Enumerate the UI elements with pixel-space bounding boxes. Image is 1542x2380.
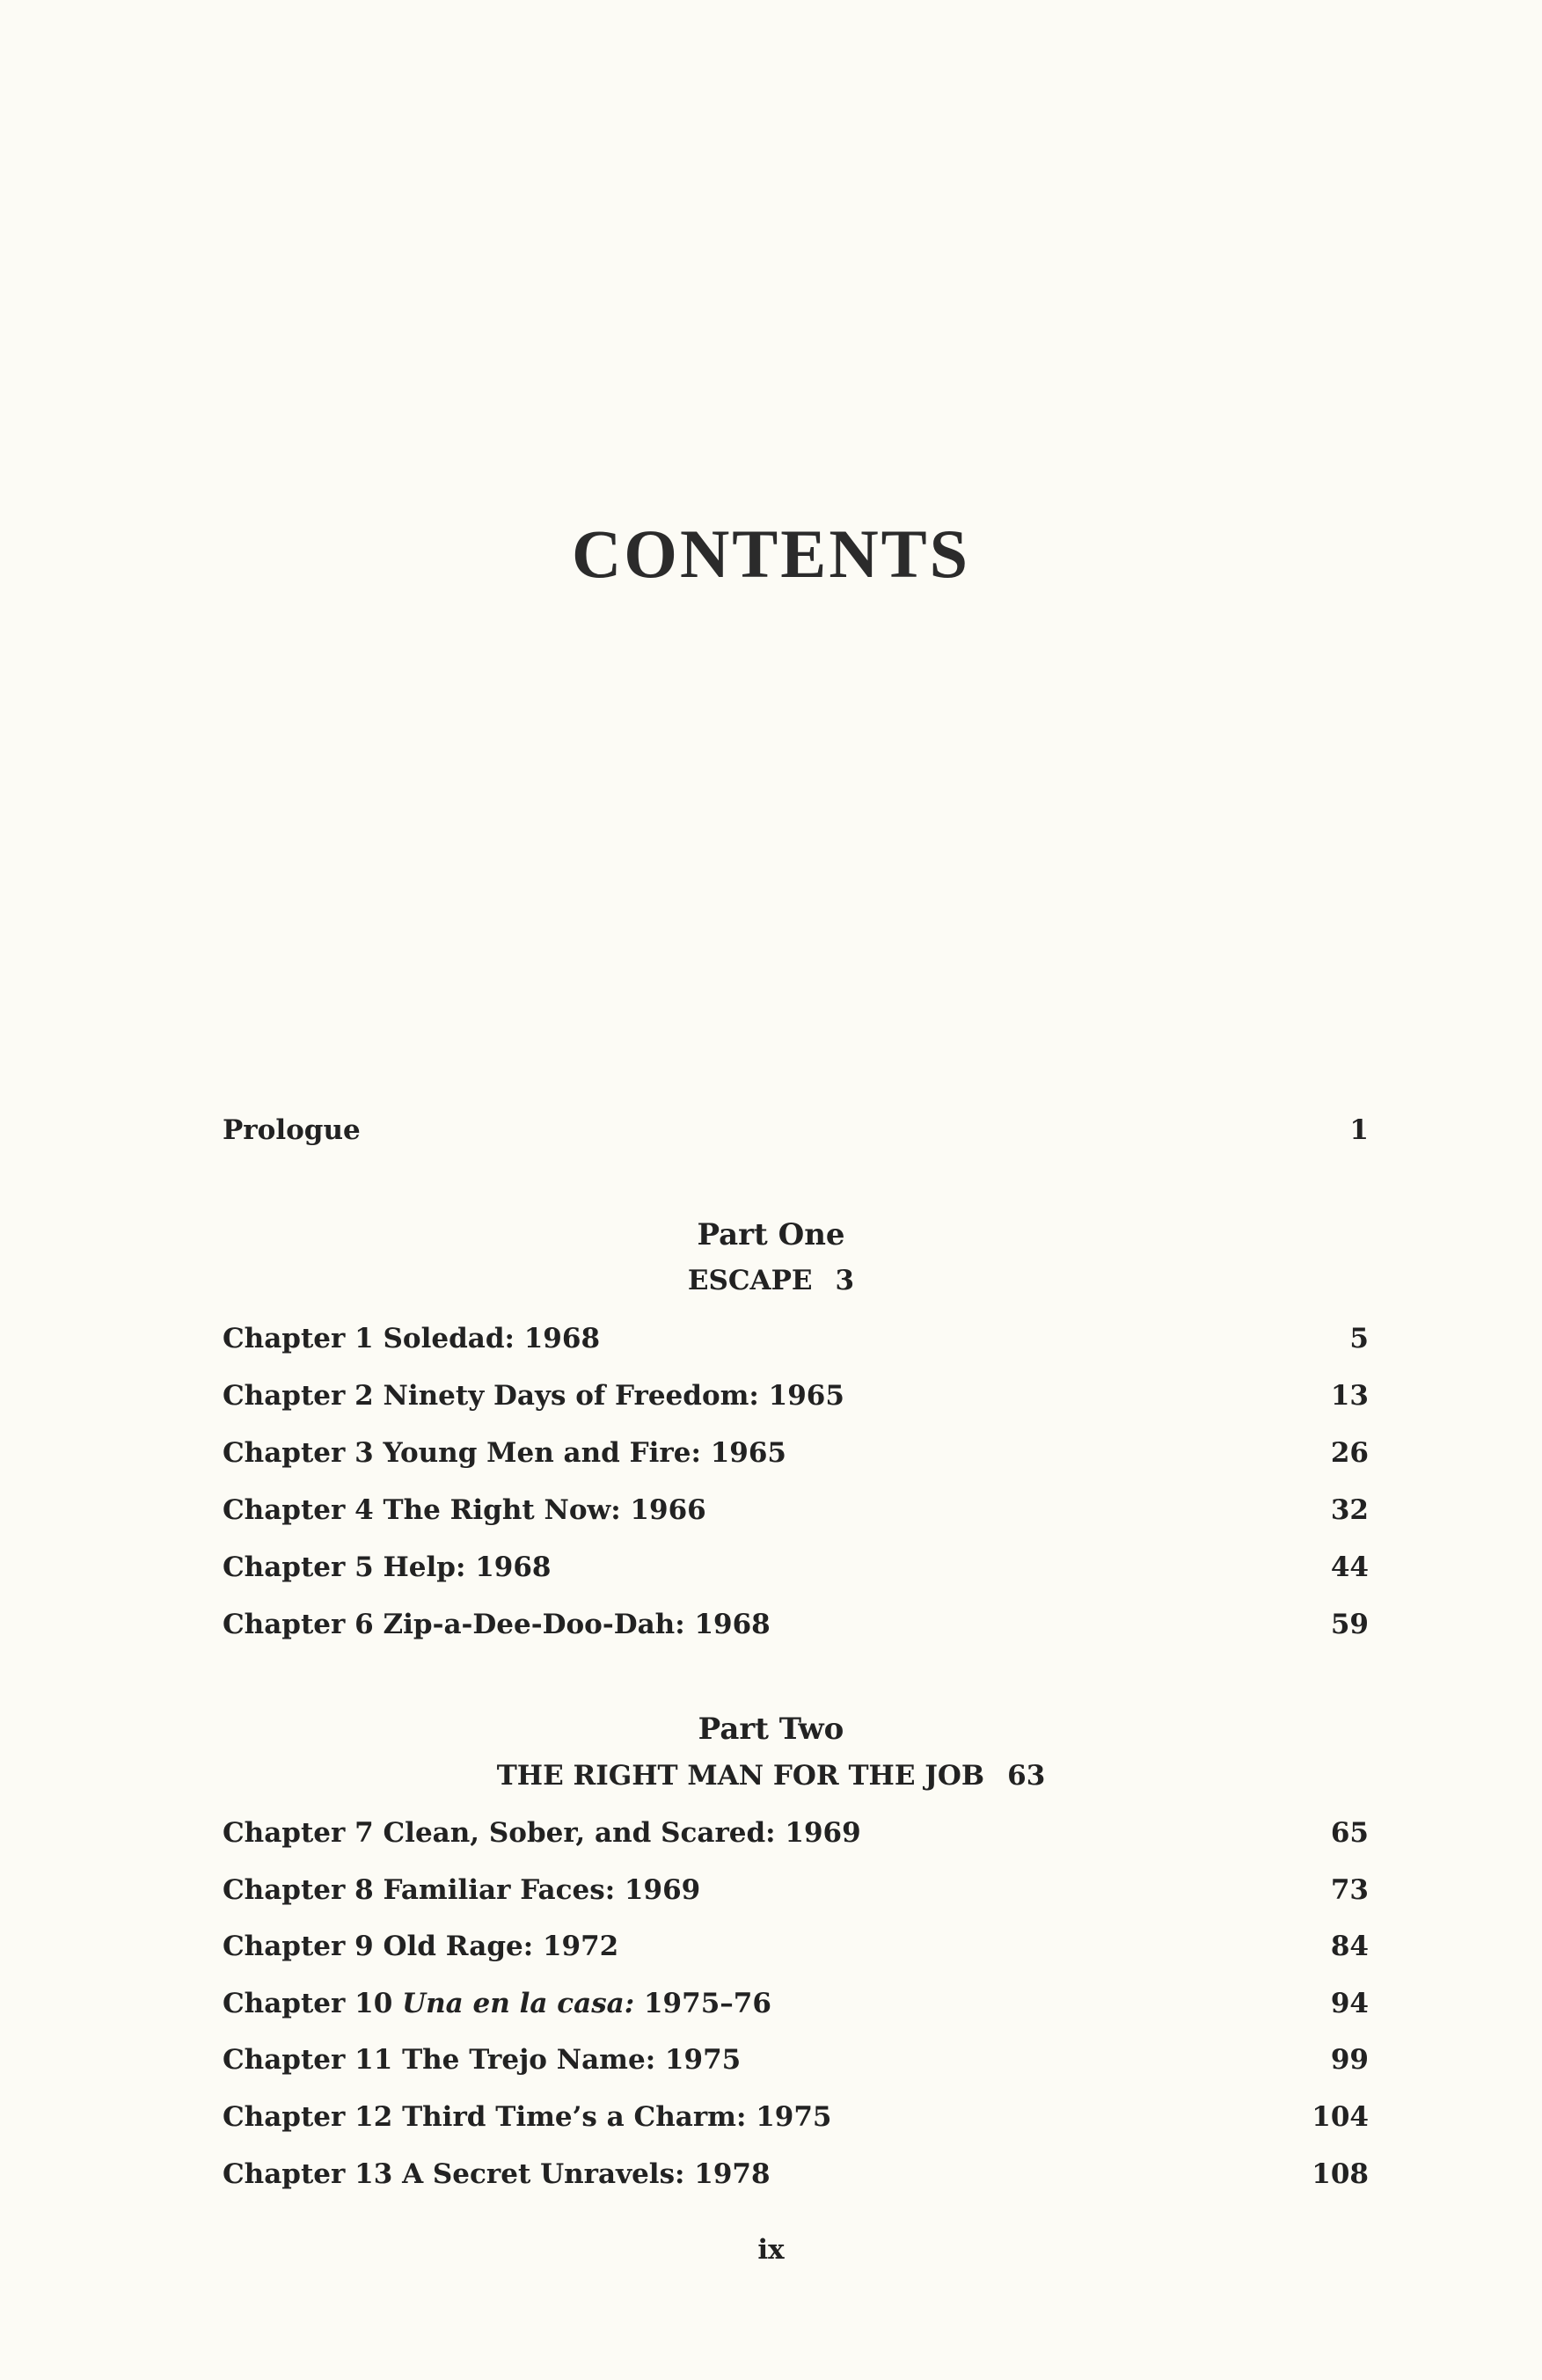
toc-entry[interactable]	[223, 1321, 1369, 1356]
entry-page: 26	[1330, 1437, 1369, 1469]
entry-label: Chapter 12 Third Time’s a Charm: 1975	[223, 2101, 832, 2133]
entry-page: 32	[1330, 1494, 1369, 1526]
toc-entry[interactable]	[223, 1435, 1369, 1471]
entry-label-suffix: 1975–76	[634, 1988, 771, 2019]
toc-entry[interactable]	[223, 1815, 1369, 1851]
part-subtitle-text: THE RIGHT MAN FOR THE JOB	[496, 1760, 985, 1792]
entry-page: 99	[1330, 2044, 1369, 2076]
entry-label: Chapter 2 Ninety Days of Freedom: 1965	[223, 1380, 844, 1412]
page-number: ix	[757, 2234, 785, 2266]
part-two-subtitle[interactable]	[0, 1756, 1542, 1795]
entry-label: Chapter 7 Clean, Sober, and Scared: 1969	[223, 1817, 861, 1849]
entry-label: Chapter 8 Familiar Faces: 1969	[223, 1874, 701, 1906]
toc-entry[interactable]	[223, 2099, 1369, 2135]
entry-label: Chapter 9 Old Rage: 1972	[223, 1931, 619, 1962]
entry-label: Chapter 4 The Right Now: 1966	[223, 1494, 706, 1526]
entry-label-italic: Una en la casa:	[402, 1988, 635, 2019]
entry-page: 94	[1330, 1988, 1369, 2019]
part-subtitle-text: ESCAPE	[687, 1265, 813, 1296]
toc-entry[interactable]	[223, 1550, 1369, 1585]
entry-page: 65	[1330, 1817, 1369, 1849]
entry-page: 13	[1330, 1380, 1369, 1412]
toc-entry[interactable]	[223, 1607, 1369, 1642]
toc-entry[interactable]	[223, 2042, 1369, 2077]
toc-entry[interactable]	[223, 1493, 1369, 1528]
entry-label: Prologue	[223, 1114, 361, 1146]
part-two-heading: Part Two	[698, 1712, 844, 1747]
part-page: 3	[835, 1265, 855, 1296]
entry-page: 108	[1312, 2158, 1369, 2190]
entry-page: 84	[1330, 1931, 1369, 1962]
entry-page: 5	[1349, 1323, 1369, 1354]
part-page: 63	[1007, 1760, 1046, 1792]
entry-label: Chapter 11 The Trejo Name: 1975	[223, 2044, 742, 2076]
entry-label: Chapter 3 Young Men and Fire: 1965	[223, 1437, 786, 1469]
entry-page: 44	[1330, 1551, 1369, 1583]
entry-label: Chapter 5 Help: 1968	[223, 1551, 552, 1583]
part-one-heading: Part One	[697, 1217, 845, 1252]
entry-page: 59	[1330, 1609, 1369, 1640]
toc-entry-prologue[interactable]	[223, 1113, 1369, 1148]
toc-entry[interactable]	[223, 2157, 1369, 2192]
entry-label	[223, 1986, 771, 2021]
entry-label: Chapter 13 A Secret Unravels: 1978	[223, 2158, 771, 2190]
page-title: CONTENTS	[571, 515, 971, 592]
entry-label: Chapter 6 Zip-a-Dee-Doo-Dah: 1968	[223, 1609, 771, 1640]
toc-entry[interactable]	[223, 1986, 1369, 2021]
toc-entry[interactable]	[223, 1378, 1369, 1413]
toc-entry[interactable]	[223, 1873, 1369, 1908]
entry-page: 104	[1312, 2101, 1369, 2133]
entry-page: 1	[1349, 1114, 1369, 1146]
part-one-subtitle[interactable]	[0, 1261, 1542, 1300]
entry-page: 73	[1330, 1874, 1369, 1906]
entry-label: Chapter 1 Soledad: 1968	[223, 1323, 601, 1354]
entry-label-prefix: Chapter 10	[223, 1988, 403, 2019]
toc-entry[interactable]	[223, 1929, 1369, 1964]
